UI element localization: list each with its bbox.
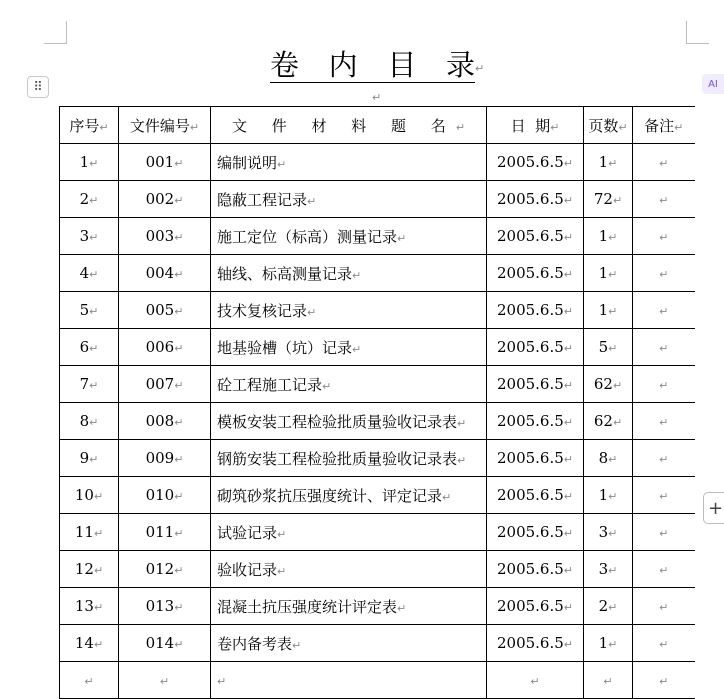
paragraph-mark: ↵: [563, 305, 573, 318]
cell-file-no[interactable]: 010↵: [119, 477, 211, 514]
cell-title[interactable]: 施工定位（标高）测量记录↵: [211, 218, 487, 255]
table-row: [60, 514, 695, 551]
paragraph-mark: ↵: [608, 231, 618, 244]
cell-pages[interactable]: 2↵: [584, 588, 633, 625]
cell-pages[interactable]: 3↵: [584, 551, 633, 588]
cell-remarks[interactable]: [633, 181, 695, 218]
cell-seq[interactable]: 12↵: [60, 551, 119, 588]
paragraph-mark: ↵: [89, 342, 99, 355]
cell-seq[interactable]: 1↵: [60, 144, 119, 181]
paragraph-mark: ↵: [608, 638, 618, 651]
paragraph-mark: ↵: [659, 194, 669, 207]
cell-title[interactable]: 砌筑砂浆抗压强度统计、评定记录↵: [211, 477, 487, 514]
cell-seq[interactable]: 13↵: [60, 588, 119, 625]
cell-file-no[interactable]: 007↵: [119, 366, 211, 403]
paragraph-mark: ↵: [174, 231, 184, 244]
cell-pages[interactable]: 1↵: [584, 144, 633, 181]
crop-mark-top-right: [686, 21, 709, 44]
cell-title[interactable]: 试验记录↵: [211, 514, 487, 551]
paragraph-mark: ↵: [174, 490, 184, 503]
add-icon[interactable]: +: [703, 492, 724, 524]
cell-remarks[interactable]: [633, 329, 695, 366]
table-row: [60, 292, 695, 329]
paragraph-mark: ↵: [89, 268, 99, 281]
paragraph-mark: ↵: [352, 268, 362, 282]
table-row: [60, 329, 695, 366]
cell-pages[interactable]: [584, 662, 633, 699]
cell-date[interactable]: 2005.6.5↵: [487, 440, 584, 477]
paragraph-mark: ↵: [563, 453, 573, 466]
paragraph-mark: ↵: [659, 305, 669, 318]
cell-remarks[interactable]: [633, 218, 695, 255]
cell-title[interactable]: 编制说明↵: [211, 144, 487, 181]
paragraph-mark: ↵: [93, 490, 104, 503]
contents-table: [59, 106, 695, 699]
cell-file-no[interactable]: 001↵: [119, 144, 211, 181]
paragraph-mark: ↵: [352, 342, 362, 356]
cell-title[interactable]: 混凝土抗压强度统计评定表↵: [211, 588, 487, 625]
paragraph-mark: ↵: [475, 62, 485, 75]
cell-seq[interactable]: [60, 662, 119, 699]
cell-remarks[interactable]: [633, 403, 695, 440]
paragraph-mark: ↵: [563, 231, 573, 244]
cell-file-no[interactable]: 006↵: [119, 329, 211, 366]
cell-date[interactable]: 2005.6.5↵: [487, 144, 584, 181]
cell-date[interactable]: 2005.6.5↵: [487, 625, 584, 662]
paragraph-mark: ↵: [608, 564, 618, 577]
cell-remarks[interactable]: [633, 440, 695, 477]
cell-remarks[interactable]: [633, 144, 695, 181]
paragraph-mark: ↵: [89, 453, 99, 466]
paragraph-mark: ↵: [307, 305, 317, 319]
cell-title[interactable]: [211, 662, 487, 699]
paragraph-mark: ↵: [277, 527, 287, 541]
cell-pages[interactable]: 62↵: [584, 403, 633, 440]
cell-seq[interactable]: 9↵: [60, 440, 119, 477]
cell-date[interactable]: 2005.6.5↵: [487, 514, 584, 551]
cell-remarks[interactable]: [633, 588, 695, 625]
cell-date[interactable]: 2005.6.5↵: [487, 477, 584, 514]
cell-date[interactable]: 2005.6.5↵: [487, 218, 584, 255]
paragraph-mark: ↵: [608, 157, 618, 170]
cell-date[interactable]: 2005.6.5↵: [487, 588, 584, 625]
paragraph-mark: ↵: [612, 194, 623, 207]
paragraph-mark: ↵: [608, 305, 618, 318]
cell-pages[interactable]: 1↵: [584, 292, 633, 329]
paragraph-mark: ↵: [277, 564, 287, 578]
paragraph-mark: ↵: [563, 157, 573, 170]
cell-title[interactable]: 验收记录↵: [211, 551, 487, 588]
cell-title[interactable]: 地基验槽（坑）记录↵: [211, 329, 487, 366]
cell-title[interactable]: 砼工程施工记录↵: [211, 366, 487, 403]
cell-pages[interactable]: 1↵: [584, 625, 633, 662]
cell-title[interactable]: 模板安装工程检验批质量验收记录表↵: [211, 403, 487, 440]
cell-file-no[interactable]: 005↵: [119, 292, 211, 329]
table-row: [60, 144, 695, 181]
cell-file-no[interactable]: 012↵: [119, 551, 211, 588]
paragraph-mark: ↵: [603, 675, 613, 688]
header-remarks: 备注↵: [633, 107, 695, 144]
paragraph-mark: ↵: [659, 601, 669, 614]
cell-remarks[interactable]: [633, 625, 695, 662]
paragraph-mark: ↵: [89, 157, 99, 170]
paragraph-mark: ↵: [659, 527, 669, 540]
table-row: [60, 366, 695, 403]
paragraph-mark: ↵: [563, 638, 573, 651]
cell-file-no[interactable]: 009↵: [119, 440, 211, 477]
table-row: [60, 588, 695, 625]
header-title: 文 件 材 料 题 名↵: [211, 107, 487, 144]
paragraph-mark: ↵: [608, 453, 618, 466]
table-row: [60, 181, 695, 218]
paragraph-mark: ↵: [159, 675, 170, 688]
cell-seq[interactable]: 3↵: [60, 218, 119, 255]
paragraph-mark: ↵: [612, 416, 623, 429]
header-pages: 页数↵: [584, 107, 633, 144]
cell-remarks[interactable]: [633, 551, 695, 588]
cell-pages[interactable]: 8↵: [584, 440, 633, 477]
cell-remarks[interactable]: [633, 477, 695, 514]
paragraph-mark: ↵: [174, 453, 184, 466]
cell-seq[interactable]: 11↵: [60, 514, 119, 551]
paragraph-mark: ↵: [608, 342, 618, 355]
title-char: 录: [445, 48, 475, 82]
paragraph-mark: ↵: [174, 564, 184, 577]
paragraph-mark: ↵: [659, 231, 669, 244]
paragraph-mark: ↵: [174, 342, 184, 355]
cell-date[interactable]: [487, 662, 584, 699]
cell-seq[interactable]: 7↵: [60, 366, 119, 403]
cell-date[interactable]: 2005.6.5↵: [487, 403, 584, 440]
table-row: [60, 551, 695, 588]
cell-remarks[interactable]: [633, 292, 695, 329]
table-row: [60, 477, 695, 514]
paragraph-mark: ↵: [277, 157, 287, 171]
cell-title[interactable]: 隐蔽工程记录↵: [211, 181, 487, 218]
paragraph-mark: ↵: [608, 601, 618, 614]
cell-date[interactable]: 2005.6.5↵: [487, 255, 584, 292]
paragraph-mark: ↵: [612, 379, 623, 392]
paragraph-mark: ↵: [659, 342, 669, 355]
paragraph-mark: ↵: [659, 268, 669, 281]
cell-seq[interactable]: 4↵: [60, 255, 119, 292]
cell-date[interactable]: 2005.6.5↵: [487, 551, 584, 588]
cell-remarks[interactable]: [633, 514, 695, 551]
cell-seq[interactable]: 2↵: [60, 181, 119, 218]
paragraph-mark: ↵: [659, 157, 669, 170]
paragraph-mark: ↵: [563, 564, 573, 577]
cell-remarks[interactable]: [633, 662, 695, 699]
cell-pages[interactable]: 62↵: [584, 366, 633, 403]
header-seq: 序号↵: [60, 107, 119, 144]
paragraph-mark: ↵: [84, 675, 94, 688]
paragraph-mark: ↵: [608, 527, 618, 540]
table-row: [60, 625, 695, 662]
cell-seq[interactable]: 5↵: [60, 292, 119, 329]
cell-pages[interactable]: 72↵: [584, 181, 633, 218]
drag-handle-icon[interactable]: ⠿: [27, 76, 49, 98]
paragraph-mark: ↵: [93, 638, 104, 651]
table-row: [60, 218, 695, 255]
paragraph-mark: ↵: [563, 342, 573, 355]
cell-date[interactable]: 2005.6.5↵: [487, 366, 584, 403]
cell-date[interactable]: 2005.6.5↵: [487, 292, 584, 329]
header-file-no: 文件编号↵: [119, 107, 211, 144]
table-header-row: [60, 107, 695, 144]
paragraph-mark: ↵: [372, 91, 382, 104]
header-date: 日 期↵: [487, 107, 584, 144]
paragraph-mark: ↵: [93, 601, 104, 614]
paragraph-mark: ↵: [89, 194, 99, 207]
paragraph-mark: ↵: [563, 601, 573, 614]
paragraph-mark: ↵: [93, 564, 104, 577]
paragraph-mark: ↵: [174, 157, 184, 170]
paragraph-mark: ↵: [89, 305, 99, 318]
paragraph-mark: ↵: [659, 675, 669, 688]
paragraph-mark: ↵: [659, 379, 669, 392]
paragraph-mark: ↵: [442, 490, 452, 504]
cell-date[interactable]: 2005.6.5↵: [487, 329, 584, 366]
paragraph-mark: ↵: [174, 601, 184, 614]
cell-pages[interactable]: 1↵: [584, 218, 633, 255]
paragraph-mark: ↵: [174, 527, 184, 540]
cell-title[interactable]: 钢筋安装工程检验批质量验收记录表↵: [211, 440, 487, 477]
cell-file-no[interactable]: 011↵: [119, 514, 211, 551]
paragraph-mark: ↵: [174, 305, 184, 318]
paragraph-mark: ↵: [174, 268, 184, 281]
cell-remarks[interactable]: [633, 366, 695, 403]
cell-file-no[interactable]: 014↵: [119, 625, 211, 662]
paragraph-mark: ↵: [457, 416, 467, 430]
paragraph-mark: ↵: [174, 416, 184, 429]
paragraph-mark: ↵: [563, 379, 573, 392]
cell-seq[interactable]: 6↵: [60, 329, 119, 366]
table-row: [60, 662, 695, 699]
cell-seq[interactable]: 8↵: [60, 403, 119, 440]
paragraph-mark: ↵: [563, 194, 573, 207]
crop-mark-top-left: [44, 21, 67, 44]
cell-seq[interactable]: 10↵: [60, 477, 119, 514]
paragraph-mark: ↵: [397, 231, 407, 245]
ai-assistant-button[interactable]: AI: [702, 74, 724, 94]
cell-date[interactable]: 2005.6.5↵: [487, 181, 584, 218]
page-title: [270, 44, 475, 83]
paragraph-mark: ↵: [174, 379, 184, 392]
title-char: 目: [387, 48, 417, 82]
paragraph-mark: ↵: [563, 490, 573, 503]
paragraph-mark: ↵: [659, 638, 669, 651]
cell-title[interactable]: 卷内备考表↵: [211, 625, 487, 662]
paragraph-mark: ↵: [397, 601, 407, 615]
cell-file-no[interactable]: 013↵: [119, 588, 211, 625]
cell-pages[interactable]: 3↵: [584, 514, 633, 551]
paragraph-mark: ↵: [292, 638, 302, 652]
title-char: 卷: [270, 48, 300, 82]
paragraph-mark: ↵: [563, 416, 573, 429]
paragraph-mark: ↵: [217, 675, 227, 688]
table-row: [60, 255, 695, 292]
paragraph-mark: ↵: [659, 416, 669, 429]
cell-file-no[interactable]: 008↵: [119, 403, 211, 440]
paragraph-mark: ↵: [608, 268, 618, 281]
table-row: [60, 440, 695, 477]
paragraph-mark: ↵: [174, 638, 184, 651]
paragraph-mark: ↵: [174, 194, 184, 207]
paragraph-mark: ↵: [457, 453, 467, 467]
cell-seq[interactable]: 14↵: [60, 625, 119, 662]
cell-remarks[interactable]: [633, 255, 695, 292]
paragraph-mark: ↵: [608, 490, 618, 503]
paragraph-mark: ↵: [659, 564, 669, 577]
title-char: 内: [328, 48, 358, 82]
paragraph-mark: ↵: [530, 675, 540, 688]
paragraph-mark: ↵: [89, 231, 99, 244]
paragraph-mark: ↵: [89, 416, 99, 429]
cell-pages[interactable]: 1↵: [584, 255, 633, 292]
paragraph-mark: ↵: [659, 453, 669, 466]
paragraph-mark: ↵: [322, 379, 332, 393]
paragraph-mark: ↵: [659, 490, 669, 503]
cell-file-no[interactable]: 003↵: [119, 218, 211, 255]
cell-file-no[interactable]: [119, 662, 211, 699]
paragraph-mark: ↵: [563, 527, 573, 540]
cell-pages[interactable]: 1↵: [584, 477, 633, 514]
paragraph-mark: ↵: [563, 268, 573, 281]
cell-title[interactable]: 轴线、标高测量记录↵: [211, 255, 487, 292]
cell-title[interactable]: 技术复核记录↵: [211, 292, 487, 329]
cell-file-no[interactable]: 002↵: [119, 181, 211, 218]
paragraph-mark: ↵: [93, 527, 104, 540]
paragraph-mark: ↵: [307, 194, 317, 208]
table-row: [60, 403, 695, 440]
paragraph-mark: ↵: [89, 379, 99, 392]
cell-file-no[interactable]: 004↵: [119, 255, 211, 292]
cell-pages[interactable]: 5↵: [584, 329, 633, 366]
